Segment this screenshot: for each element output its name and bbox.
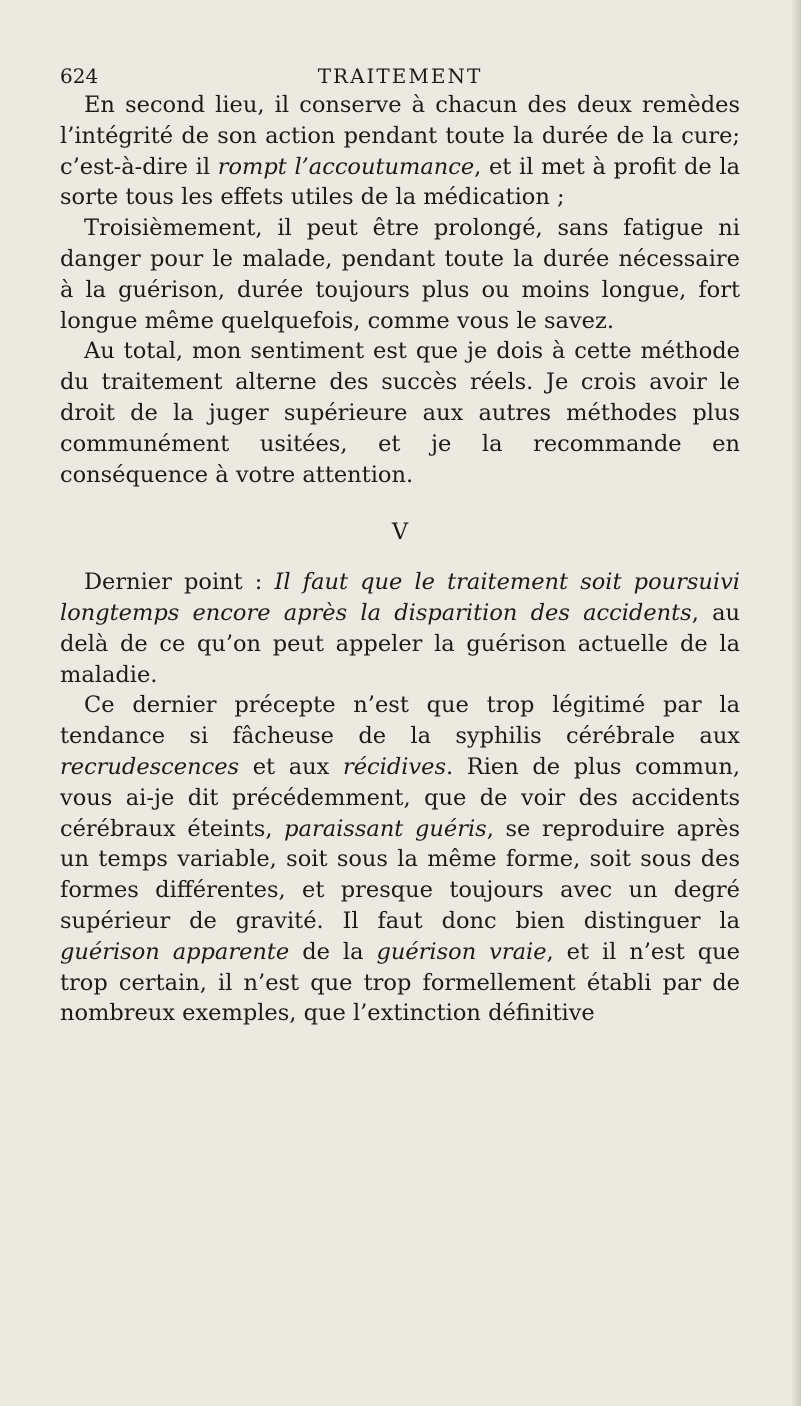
text-segment: Ce dernier précepte n’est que trop légitimé par la tendance si fâcheuse de la syphilis cérébrale aux <box>60 692 740 750</box>
body-text <box>60 90 740 1029</box>
italic-segment: rompt l’accoutumance <box>217 153 475 180</box>
text-segment: de la <box>289 938 377 965</box>
italic-segment: récidives <box>342 753 446 780</box>
text-segment: et aux <box>239 753 343 780</box>
text-segment: En second lieu, il conserve à chacun des deux remèdes l’intégrité de son action pendant toute la durée de la cure; c’est-à-dire il <box>60 92 740 180</box>
text-segment: , et il n’est que trop certain, il n’est que trop formellement établi par de nombreux exemples, que l’extinction définitive <box>60 938 740 1027</box>
italic-segment: guérison vraie <box>376 938 547 965</box>
running-title: TRAITEMENT <box>317 64 483 88</box>
text-segment: Dernier point : <box>84 569 275 596</box>
paragraph-last-point <box>60 567 740 690</box>
italic-segment: guérison apparente <box>60 938 290 965</box>
page-edge-shadow <box>791 0 801 1406</box>
text-segment: , au delà de ce qu’on peut appeler la guérison actuelle de la maladie. <box>60 599 740 688</box>
text-segment: Au total, mon sentiment est que je dois à cette méthode du traitement alterne des succès réels. Je crois avoir le droit de la juger supérieure aux autres méthodes plus communément usitées, et je la recommande en conséquence à votre attention. <box>60 338 740 488</box>
italic-segment: paraissant guéris <box>284 815 487 842</box>
italic-segment: Il faut que le traitement soit poursuivi longtemps encore après la disparition des accidents <box>60 569 741 626</box>
paragraph-third-point <box>60 213 740 336</box>
paragraph-second-point <box>60 90 740 213</box>
text-segment: . Rien de plus commun, vous ai-je dit précédemment, que de voir des accidents cérébraux éteints, <box>60 753 740 842</box>
text-segment: , se reproduire après un temps variable, soit sous la même forme, soit sous des formes différentes, et presque toujours avec un degré supérieur de gravité. Il faut donc bien distinguer la <box>60 815 740 934</box>
text-segment: , et il met à profit de la sorte tous les effets utiles de la médication ; <box>60 153 740 211</box>
page-number: 624 <box>60 64 99 88</box>
text-segment: Troisièmement, il peut être prolongé, sans fatigue ni danger pour le malade, pendant toute la durée nécessaire à la guérison, durée toujours plus ou moins longue, fort longue même quelquefois, comme vous le savez. <box>60 215 740 334</box>
italic-segment: recrudescences <box>60 753 240 780</box>
page-header <box>60 64 740 90</box>
paragraph-precept <box>60 690 740 1029</box>
section-heading: V <box>391 519 409 546</box>
paragraph-conclusion <box>60 336 740 490</box>
